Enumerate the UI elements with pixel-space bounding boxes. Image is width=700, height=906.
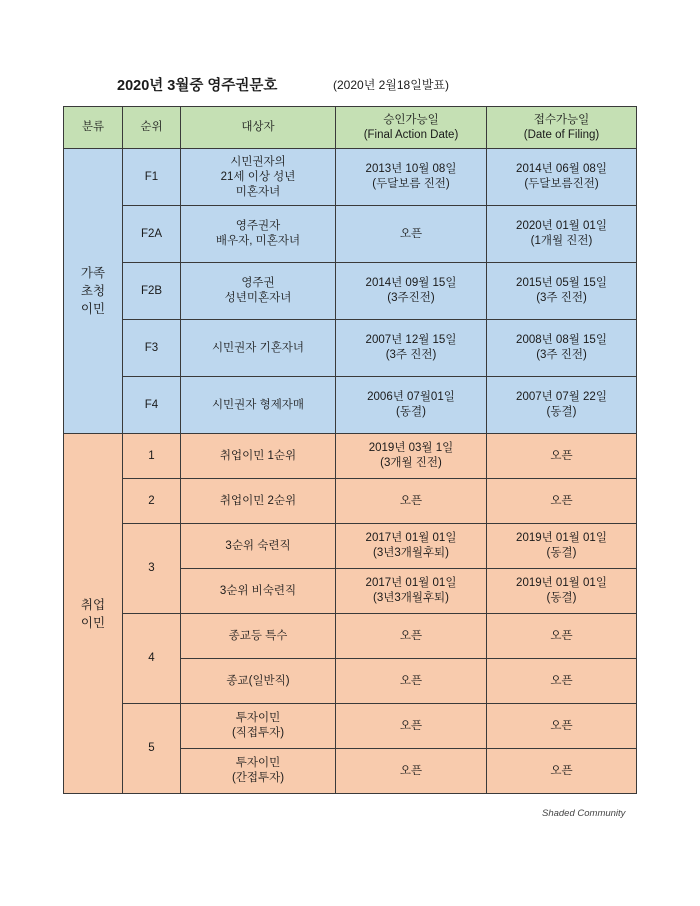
title-row	[0, 74, 700, 96]
final-action-cell: 2014년 09월 15일 (3주진전)	[336, 263, 487, 320]
table-row	[64, 206, 637, 263]
rank-cell: F3	[123, 320, 181, 377]
rank-cell: 2	[123, 479, 181, 524]
table-header-row	[64, 107, 637, 149]
filing-cell: 오픈	[487, 434, 637, 479]
rank-cell: F2B	[123, 263, 181, 320]
filing-cell: 2020년 01월 01일 (1개월 진전)	[487, 206, 637, 263]
announcement-date: (2020년 2월18일발표)	[333, 78, 450, 92]
filing-cell: 2019년 01월 01일 (동결)	[487, 524, 637, 569]
header-filing-en: (Date of Filing)	[523, 128, 600, 141]
category-family: 가족 초청 이민	[64, 149, 123, 434]
page-title: 2020년 3월중 영주권문호	[117, 78, 278, 94]
target-cell: 종교(일반직)	[181, 659, 336, 704]
filing-cell: 오픈	[487, 704, 637, 749]
final-action-cell: 오픈	[336, 479, 487, 524]
header-final-action	[336, 107, 487, 149]
filing-cell: 2008년 08월 15일 (3주 진전)	[487, 320, 637, 377]
rank-cell: 4	[123, 614, 181, 704]
footer-credit: Shaded Community	[542, 808, 626, 819]
target-cell: 영주권자 배우자, 미혼자녀	[181, 206, 336, 263]
filing-cell: 오픈	[487, 479, 637, 524]
header-final-action-ko: 승인가능일	[383, 113, 439, 126]
target-cell: 시민권자 기혼자녀	[181, 320, 336, 377]
final-action-cell: 오픈	[336, 206, 487, 263]
header-rank: 순위	[123, 107, 181, 149]
target-cell: 영주권 성년미혼자녀	[181, 263, 336, 320]
filing-cell: 2007년 07월 22일 (동결)	[487, 377, 637, 434]
final-action-cell: 2019년 03월 1일 (3개월 진전)	[336, 434, 487, 479]
rank-cell: F2A	[123, 206, 181, 263]
final-action-cell: 2013년 10월 08일 (두달보름 진전)	[336, 149, 487, 206]
table-row	[64, 524, 637, 569]
table-row	[64, 614, 637, 659]
final-action-cell: 오픈	[336, 614, 487, 659]
rank-cell: 3	[123, 524, 181, 614]
visa-bulletin-table	[63, 106, 637, 794]
rank-cell: F4	[123, 377, 181, 434]
filing-cell: 오픈	[487, 749, 637, 794]
filing-cell: 2019년 01월 01일 (동결)	[487, 569, 637, 614]
final-action-cell: 2017년 01월 01일 (3년3개월후퇴)	[336, 569, 487, 614]
header-filing-ko: 접수가능일	[533, 113, 590, 126]
target-cell: 투자이민 (직접투자)	[181, 704, 336, 749]
target-cell: 투자이민 (간접투자)	[181, 749, 336, 794]
table-row	[64, 479, 637, 524]
header-category: 분류	[64, 107, 123, 149]
target-cell: 3순위 비숙련직	[181, 569, 336, 614]
header-final-action-en: (Final Action Date)	[363, 128, 459, 141]
category-employment: 취업 이민	[64, 434, 123, 794]
target-cell: 취업이민 2순위	[181, 479, 336, 524]
header-filing	[487, 107, 637, 149]
target-cell: 취업이민 1순위	[181, 434, 336, 479]
final-action-cell: 2006년 07월01일 (동결)	[336, 377, 487, 434]
filing-cell: 오픈	[487, 614, 637, 659]
target-cell: 3순위 숙련직	[181, 524, 336, 569]
final-action-cell: 2017년 01월 01일 (3년3개월후퇴)	[336, 524, 487, 569]
final-action-cell: 오픈	[336, 704, 487, 749]
target-cell: 종교등 특수	[181, 614, 336, 659]
table-row	[64, 434, 637, 479]
rank-cell: 1	[123, 434, 181, 479]
target-cell: 시민권자 형제자매	[181, 377, 336, 434]
table-row	[64, 704, 637, 749]
filing-cell: 2015년 05월 15일 (3주 진전)	[487, 263, 637, 320]
rank-cell: F1	[123, 149, 181, 206]
final-action-cell: 오픈	[336, 659, 487, 704]
table-row	[64, 149, 637, 206]
header-target: 대상자	[181, 107, 336, 149]
target-cell: 시민권자의 21세 이상 성년 미혼자녀	[181, 149, 336, 206]
table-row	[64, 263, 637, 320]
filing-cell: 오픈	[487, 659, 637, 704]
table-row	[64, 377, 637, 434]
final-action-cell: 2007년 12월 15일 (3주 진전)	[336, 320, 487, 377]
table-row	[64, 320, 637, 377]
filing-cell: 2014년 06월 08일 (두달보름진전)	[487, 149, 637, 206]
rank-cell: 5	[123, 704, 181, 794]
final-action-cell: 오픈	[336, 749, 487, 794]
